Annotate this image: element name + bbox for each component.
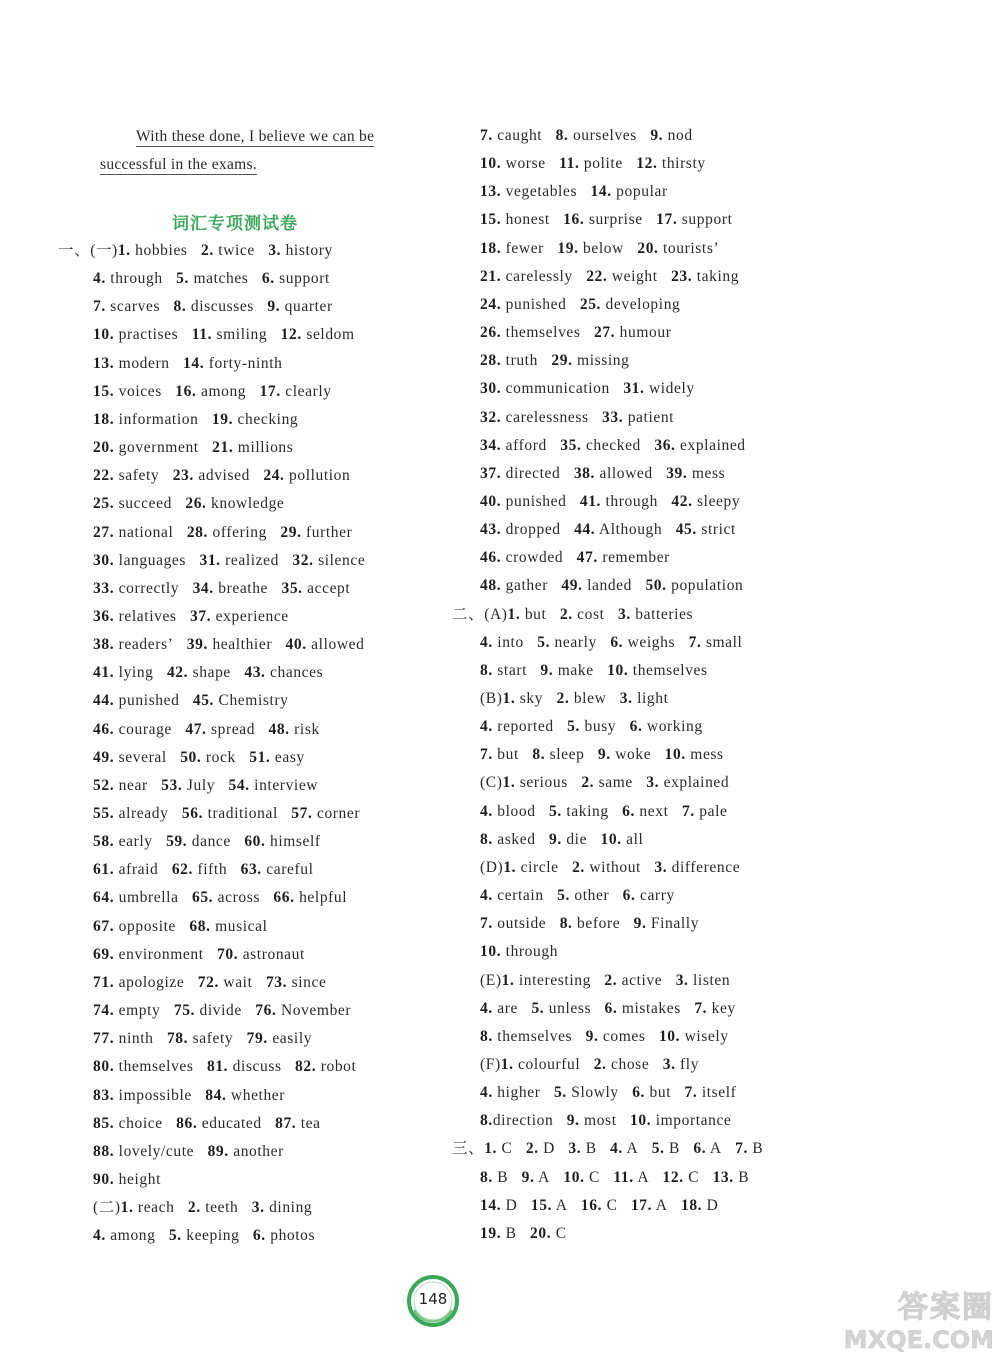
left-answer-line: 44. punished 45. Chemistry: [93, 692, 289, 710]
right-answer-line: 46. crowded 47. remember: [480, 549, 670, 567]
left-answer-line: 88. lovely/cute 89. another: [93, 1142, 284, 1160]
left-answer-line: 83. impossible 84. whether: [93, 1086, 286, 1104]
right-answer-line: 13. vegetables 14. popular: [480, 183, 668, 201]
right-answer-line: 7. outside 8. before 9. Finally: [480, 915, 700, 933]
right-answer-line: 8. start 9. make 10. themselves: [480, 661, 708, 679]
left-answer-line: 69. environment 70. astronaut: [93, 945, 305, 963]
right-answer-line: 19. B 20. C: [480, 1224, 567, 1242]
intro-line-2: successful in the exams.: [100, 156, 257, 173]
left-answer-line: 61. afraid 62. fifth 63. careful: [93, 861, 314, 879]
right-answer-line: 7. but 8. sleep 9. woke 10. mess: [480, 746, 724, 764]
right-answer-line: 48. gather 49. landed 50. population: [480, 577, 744, 595]
left-answer-line: 10. practises 11. smiling 12. seldom: [93, 326, 355, 344]
left-answer-line: 4. among 5. keeping 6. photos: [93, 1227, 316, 1245]
left-answer-line: 18. information 19. checking: [93, 410, 299, 428]
left-answer-line: (二)1. reach 2. teeth 3. dining: [93, 1199, 313, 1217]
right-answer-line: 18. fewer 19. below 20. tourists’: [480, 239, 720, 257]
section-heading: 词汇专项测试卷: [172, 214, 298, 234]
left-answer-line: 27. national 28. offering 29. further: [93, 523, 353, 541]
left-answer-line: 36. relatives 37. experience: [93, 607, 289, 625]
left-answer-line: 46. courage 47. spread 48. risk: [93, 720, 320, 738]
page-number: 148: [418, 1290, 448, 1308]
left-answer-line: 74. empty 75. divide 76. November: [93, 1002, 352, 1020]
right-answer-line: 4. are 5. unless 6. mistakes 7. key: [480, 999, 736, 1017]
right-answer-line: (D)1. circle 2. without 3. difference: [480, 858, 741, 876]
left-answer-line: 25. succeed 26. knowledge: [93, 495, 285, 513]
left-answer-line: 一、(一)1. hobbies 2. twice 3. history: [58, 242, 333, 259]
intro-line-1: With these done, I believe we can be: [136, 128, 375, 145]
right-answer-line: 7. caught 8. ourselves 9. nod: [480, 127, 693, 144]
right-answer-line: 30. communication 31. widely: [480, 380, 695, 398]
right-answer-line: 4. higher 5. Slowly 6. but 7. itself: [480, 1084, 737, 1102]
left-answer-line: 49. several 50. rock 51. easy: [93, 748, 305, 766]
right-answer-line: 8.direction 9. most 10. importance: [480, 1112, 732, 1130]
right-answer-line: 43. dropped 44. Although 45. strict: [480, 521, 736, 539]
right-answer-line: 24. punished 25. developing: [480, 295, 681, 313]
right-answer-line: 4. reported 5. busy 6. working: [480, 718, 703, 736]
right-answer-line: 三、1. C 2. D 3. B 4. A 5. B 6. A 7. B: [452, 1140, 764, 1158]
left-answer-line: 33. correctly 34. breathe 35. accept: [93, 579, 351, 597]
left-answer-line: 20. government 21. millions: [93, 439, 294, 457]
left-answer-line: 7. scarves 8. discusses 9. quarter: [93, 298, 333, 316]
right-answer-line: 8. asked 9. die 10. all: [480, 830, 644, 848]
watermark-bottom-text: MXQE.COM: [843, 1326, 994, 1354]
right-answer-line: 4. certain 5. other 6. carry: [480, 887, 675, 905]
watermark-logo: [818, 1290, 994, 1362]
left-answer-line: 71. apologize 72. wait 73. since: [93, 973, 327, 991]
right-answer-line: 二、(A)1. but 2. cost 3. batteries: [452, 605, 694, 623]
left-answer-line: 38. readers’ 39. healthier 40. allowed: [93, 636, 365, 654]
left-answer-line: 41. lying 42. shape 43. chances: [93, 664, 324, 682]
right-answer-line: 4. into 5. nearly 6. weighs 7. small: [480, 633, 743, 651]
right-answer-line: 14. D 15. A 16. C 17. A 18. D: [480, 1196, 719, 1214]
right-answer-line: 34. afford 35. checked 36. explained: [480, 436, 746, 454]
right-answer-line: (E)1. interesting 2. active 3. listen: [480, 971, 731, 989]
right-answer-line: 21. carelessly 22. weight 23. taking: [480, 267, 740, 285]
right-answer-line: 10. through: [480, 943, 559, 961]
left-answer-line: 80. themselves 81. discuss 82. robot: [93, 1058, 357, 1076]
left-answer-line: 52. near 53. July 54. interview: [93, 776, 319, 794]
left-answer-line: 30. languages 31. realized 32. silence: [93, 551, 366, 569]
left-answer-line: 55. already 56. traditional 57. corner: [93, 805, 361, 822]
left-answer-line: 77. ninth 78. safety 79. easily: [93, 1030, 313, 1048]
right-answer-line: 26. themselves 27. humour: [480, 324, 672, 342]
left-answer-line: 64. umbrella 65. across 66. helpful: [93, 889, 348, 907]
left-answer-line: 13. modern 14. forty-ninth: [93, 354, 283, 372]
watermark-top-text: 答案圈: [898, 1290, 994, 1325]
left-answer-line: 15. voices 16. among 17. clearly: [93, 382, 332, 400]
left-answer-line: 22. safety 23. advised 24. pollution: [93, 467, 351, 485]
right-answer-line: 4. blood 5. taking 6. next 7. pale: [480, 802, 728, 820]
right-answer-line: 15. honest 16. surprise 17. support: [480, 211, 733, 229]
right-answer-line: 37. directed 38. allowed 39. mess: [480, 464, 726, 482]
right-answer-line: 40. punished 41. through 42. sleepy: [480, 492, 741, 510]
right-answer-line: 32. carelessness 33. patient: [480, 408, 675, 426]
right-answer-line: (C)1. serious 2. same 3. explained: [480, 774, 730, 792]
left-answer-line: 90. height: [93, 1170, 162, 1188]
intro-paragraph: [100, 123, 412, 179]
left-answer-line: 67. opposite 68. musical: [93, 917, 268, 935]
right-answer-line: (B)1. sky 2. blew 3. light: [480, 690, 669, 707]
right-answer-line: (F)1. colourful 2. chose 3. fly: [480, 1055, 700, 1073]
left-answer-line: 58. early 59. dance 60. himself: [93, 833, 321, 851]
right-answer-line: 8. themselves 9. comes 10. wisely: [480, 1027, 729, 1045]
right-answer-line: 10. worse 11. polite 12. thirsty: [480, 155, 706, 173]
left-answer-line: 85. choice 86. educated 87. tea: [93, 1114, 321, 1132]
right-answer-line: 8. B 9. A 10. C 11. A 12. C 13. B: [480, 1168, 750, 1186]
left-answer-line: 4. through 5. matches 6. support: [93, 270, 330, 288]
right-answer-line: 28. truth 29. missing: [480, 352, 630, 370]
